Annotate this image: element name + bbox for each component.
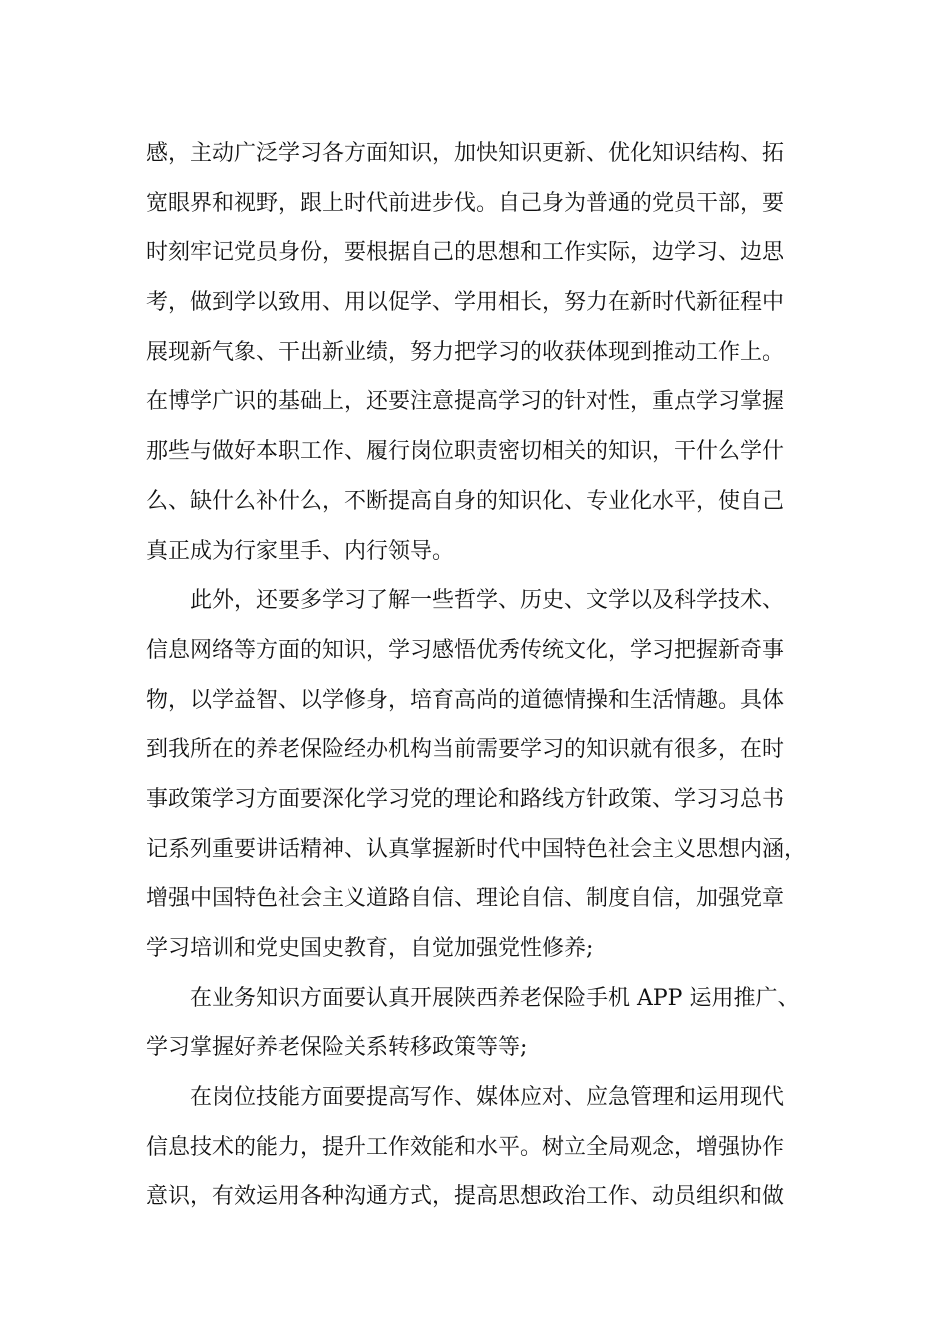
text-line: 学习掌握好养老保险关系转移政策等等; (146, 1035, 528, 1061)
text-line: 宽眼界和视野，跟上时代前进步伐。自己身为普通的党员干部，要 (146, 190, 785, 216)
text-line: 真正成为行家里手、内行领导。 (146, 538, 455, 564)
text-line: 么、缺什么补什么，不断提高自身的知识化、专业化水平，使自己 (146, 488, 785, 514)
text-line: 时刻牢记党员身份，要根据自己的思想和工作实际，边学习、边思 (146, 240, 785, 266)
text-line: 考，做到学以致用、用以促学、学用相长，努力在新时代新征程中 (146, 290, 785, 316)
text-line: 到我所在的养老保险经办机构当前需要学习的知识就有很多，在时 (146, 737, 785, 763)
text-line: 事政策学习方面要深化学习党的理论和路线方针政策、学习习总书 (146, 786, 785, 812)
text-line: 信息网络等方面的知识，学习感悟优秀传统文化，学习把握新奇事 (146, 637, 785, 663)
text-line: 感，主动广泛学习各方面知识，加快知识更新、优化知识结构、拓 (146, 141, 785, 166)
paragraph-first-line: 此外，还要多学习了解一些哲学、历史、文学以及科学技术、 (190, 588, 785, 614)
document-body (146, 129, 836, 1222)
text-line: 记系列重要讲话精神、认真掌握新时代中国特色社会主义思想内涵， (146, 836, 807, 862)
text-line: 意识，有效运用各种沟通方式，提高思想政治工作、动员组织和做 (146, 1184, 785, 1210)
paragraph-first-line: 在业务知识方面要认真开展陕西养老保险手机 APP 运用推广、 (190, 985, 800, 1011)
text-line: 那些与做好本职工作、履行岗位职责密切相关的知识，干什么学什 (146, 439, 785, 465)
text-line: 在博学广识的基础上，还要注意提高学习的针对性，重点学习掌握 (146, 389, 785, 415)
text-line: 学习培训和党史国史教育，自觉加强党性修养; (146, 936, 594, 961)
text-line: 展现新气象、干出新业绩，努力把学习的收获体现到推动工作上。 (146, 339, 785, 365)
text-line: 信息技术的能力，提升工作效能和水平。树立全局观念，增强协作 (146, 1134, 785, 1160)
text-line: 增强中国特色社会主义道路自信、理论自信、制度自信，加强党章 (146, 886, 785, 912)
paragraph-first-line: 在岗位技能方面要提高写作、媒体应对、应急管理和运用现代 (190, 1085, 785, 1111)
text-line: 物，以学益智、以学修身，培育高尚的道德情操和生活情趣。具体 (146, 687, 785, 713)
